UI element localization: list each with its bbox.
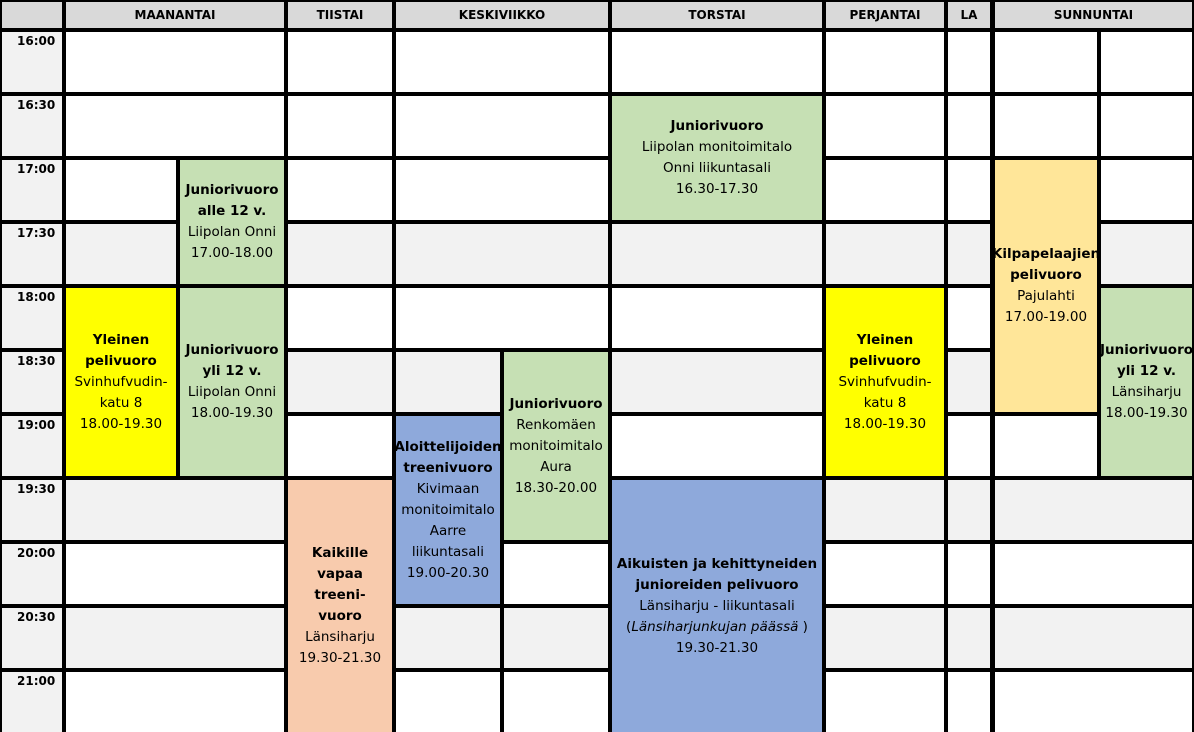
empty-cell bbox=[396, 224, 608, 284]
empty-cell bbox=[948, 544, 990, 604]
empty-cell bbox=[396, 608, 500, 668]
empty-cell bbox=[826, 32, 944, 92]
event-detail-line: Länsiharju - liikuntasali bbox=[639, 597, 795, 614]
event-detail-line: 18.00-19.30 bbox=[190, 405, 274, 421]
empty-cell bbox=[948, 224, 990, 284]
event-title-line: pelivuoro bbox=[1010, 267, 1082, 283]
event-ma-junior-yli bbox=[180, 288, 284, 476]
empty-cell bbox=[66, 672, 284, 732]
empty-cell bbox=[995, 416, 1097, 476]
empty-cell bbox=[612, 32, 822, 92]
event-title-line: treeni- bbox=[314, 587, 366, 603]
empty-cell bbox=[826, 608, 944, 668]
empty-cell bbox=[995, 96, 1097, 156]
empty-cell bbox=[66, 608, 284, 668]
empty-cell bbox=[826, 96, 944, 156]
event-pe-yleinen bbox=[826, 288, 944, 476]
event-title-line: Aloittelijoiden bbox=[394, 438, 502, 455]
empty-cell bbox=[948, 32, 990, 92]
event-title-line: Juniorivuoro bbox=[670, 118, 764, 134]
empty-cell bbox=[826, 160, 944, 220]
event-detail-line: 19.30-21.30 bbox=[298, 650, 382, 666]
time-label: 21:00 bbox=[2, 672, 62, 732]
header-keskiviikko: KESKIVIIKKO bbox=[396, 2, 608, 28]
event-ke-aloittelijoiden bbox=[396, 416, 500, 604]
time-label: 18:30 bbox=[2, 352, 62, 412]
header-tiistai: TIISTAI bbox=[288, 2, 392, 28]
event-ke-junior bbox=[504, 352, 608, 540]
empty-cell bbox=[66, 480, 284, 540]
empty-cell bbox=[1101, 96, 1192, 156]
event-detail-line: Liipolan monitoimitalo bbox=[641, 139, 793, 155]
event-detail-line: Liipolan Onni bbox=[187, 224, 277, 240]
event-detail-line: Svinhufvudin- bbox=[838, 373, 932, 390]
empty-cell bbox=[288, 224, 392, 284]
event-title-line: Juniorivuoro bbox=[1099, 342, 1194, 358]
empty-cell bbox=[948, 288, 990, 348]
event-detail-line: Onni liikuntasali bbox=[663, 160, 771, 176]
empty-cell bbox=[504, 608, 608, 668]
empty-cell bbox=[826, 544, 944, 604]
empty-cell bbox=[66, 224, 176, 284]
empty-cell bbox=[995, 544, 1192, 604]
event-detail-line: Pajulahti bbox=[1017, 288, 1075, 304]
empty-cell bbox=[288, 352, 392, 412]
event-su-kilpapelaajien bbox=[991, 160, 1101, 412]
empty-cell bbox=[1101, 224, 1192, 284]
empty-cell bbox=[66, 96, 284, 156]
event-su-junior bbox=[1101, 288, 1192, 476]
event-detail-line: 18.00-19.30 bbox=[79, 415, 163, 432]
event-title-line: Yleinen bbox=[856, 331, 914, 348]
event-ma-junior-alle bbox=[180, 160, 284, 284]
event-detail-line: 18.00-19.30 bbox=[1105, 405, 1188, 421]
event-to-junior bbox=[612, 96, 822, 220]
event-detail-line: 18.00-19.30 bbox=[843, 415, 927, 432]
event-detail-line: Länsiharju bbox=[305, 629, 375, 645]
time-label: 20:00 bbox=[2, 544, 62, 604]
event-detail-line: 18.30-20.00 bbox=[514, 479, 598, 496]
empty-cell bbox=[396, 288, 608, 348]
empty-cell bbox=[612, 288, 822, 348]
empty-cell bbox=[948, 416, 990, 476]
header-sunnuntai: SUNNUNTAI bbox=[995, 2, 1192, 28]
empty-cell bbox=[948, 672, 990, 732]
header-la: LA bbox=[948, 2, 990, 28]
header-corner bbox=[2, 2, 62, 28]
event-detail-line: Kivimaan bbox=[416, 480, 480, 497]
event-detail-line: monitoimitalo bbox=[509, 437, 603, 454]
event-detail-line: Länsiharju bbox=[1111, 384, 1182, 400]
empty-cell bbox=[66, 32, 284, 92]
empty-cell bbox=[504, 672, 608, 732]
time-label: 17:00 bbox=[2, 160, 62, 220]
empty-cell bbox=[612, 416, 822, 476]
empty-cell bbox=[396, 352, 500, 412]
empty-cell bbox=[288, 32, 392, 92]
time-label: 16:30 bbox=[2, 96, 62, 156]
event-detail-line: 19.30-21.30 bbox=[675, 639, 759, 656]
empty-cell bbox=[826, 672, 944, 732]
empty-cell bbox=[995, 32, 1097, 92]
event-title-line: Juniorivuoro bbox=[509, 395, 603, 412]
event-title-line: Kilpapelaajien bbox=[991, 246, 1101, 262]
empty-cell bbox=[612, 352, 822, 412]
empty-cell bbox=[396, 160, 608, 220]
empty-cell bbox=[948, 160, 990, 220]
empty-cell bbox=[995, 672, 1192, 732]
event-detail-line: 17.00-19.00 bbox=[1004, 309, 1088, 325]
event-detail-line: Liipolan Onni bbox=[187, 384, 277, 400]
empty-cell bbox=[948, 352, 990, 412]
empty-cell bbox=[396, 32, 608, 92]
event-ma-yleinen bbox=[66, 288, 176, 476]
time-label: 18:00 bbox=[2, 288, 62, 348]
empty-cell bbox=[995, 480, 1192, 540]
event-detail-line: 16.30-17.30 bbox=[675, 181, 759, 197]
event-title-line: yli 12 v. bbox=[202, 363, 262, 379]
empty-cell bbox=[612, 224, 822, 284]
event-title-line: alle 12 v. bbox=[197, 203, 267, 219]
event-detail-line: 17.00-18.00 bbox=[190, 245, 274, 261]
event-title-line: vuoro bbox=[318, 608, 362, 624]
empty-cell bbox=[948, 96, 990, 156]
empty-cell bbox=[1101, 32, 1192, 92]
event-title-line: yli 12 v. bbox=[1116, 363, 1177, 379]
empty-cell bbox=[995, 608, 1192, 668]
event-title-line: pelivuoro bbox=[849, 352, 921, 369]
empty-cell bbox=[1101, 160, 1192, 220]
empty-cell bbox=[504, 544, 608, 604]
empty-cell bbox=[288, 416, 392, 476]
event-title-line: Juniorivuoro bbox=[185, 182, 279, 198]
header-torstai: TORSTAI bbox=[612, 2, 822, 28]
event-detail-line: Aura bbox=[540, 458, 572, 475]
empty-cell bbox=[288, 288, 392, 348]
event-detail-line: katu 8 bbox=[99, 394, 143, 411]
empty-cell bbox=[66, 160, 176, 220]
time-label: 19:30 bbox=[2, 480, 62, 540]
time-label: 16:00 bbox=[2, 32, 62, 92]
empty-cell bbox=[396, 672, 500, 732]
header-maanantai: MAANANTAI bbox=[66, 2, 284, 28]
time-label: 19:00 bbox=[2, 416, 62, 476]
time-label: 20:30 bbox=[2, 608, 62, 668]
empty-cell bbox=[288, 96, 392, 156]
event-detail-line: 19.00-20.30 bbox=[406, 564, 490, 581]
event-detail-line: Aarre bbox=[429, 522, 467, 539]
event-title-line: Yleinen bbox=[92, 331, 150, 348]
empty-cell bbox=[288, 160, 392, 220]
event-detail-line: monitoimitalo bbox=[401, 501, 495, 518]
empty-cell bbox=[396, 96, 608, 156]
event-title-line: Aikuisten ja kehittyneiden bbox=[616, 555, 818, 572]
event-title-line: junioreiden pelivuoro bbox=[635, 576, 799, 593]
time-label: 17:30 bbox=[2, 224, 62, 284]
event-detail-line: liikuntasali bbox=[411, 543, 485, 560]
event-ti-kaikille bbox=[288, 480, 392, 732]
event-detail-line: (Länsiharjunkujan päässä ) bbox=[626, 618, 808, 635]
empty-cell bbox=[826, 224, 944, 284]
event-detail-line: Renkomäen bbox=[516, 416, 596, 433]
header-perjantai: PERJANTAI bbox=[826, 2, 944, 28]
event-title-line: Juniorivuoro bbox=[185, 342, 279, 358]
event-title-line: Kaikille vapaa bbox=[311, 545, 369, 582]
event-detail-line: katu 8 bbox=[863, 394, 907, 411]
event-detail-line: Svinhufvudin- bbox=[74, 373, 168, 390]
empty-cell bbox=[948, 608, 990, 668]
event-title-line: treenivuoro bbox=[403, 459, 493, 476]
event-to-aikuisten bbox=[612, 480, 822, 732]
event-title-line: pelivuoro bbox=[85, 352, 157, 369]
empty-cell bbox=[66, 544, 284, 604]
empty-cell bbox=[826, 480, 944, 540]
empty-cell bbox=[948, 480, 990, 540]
